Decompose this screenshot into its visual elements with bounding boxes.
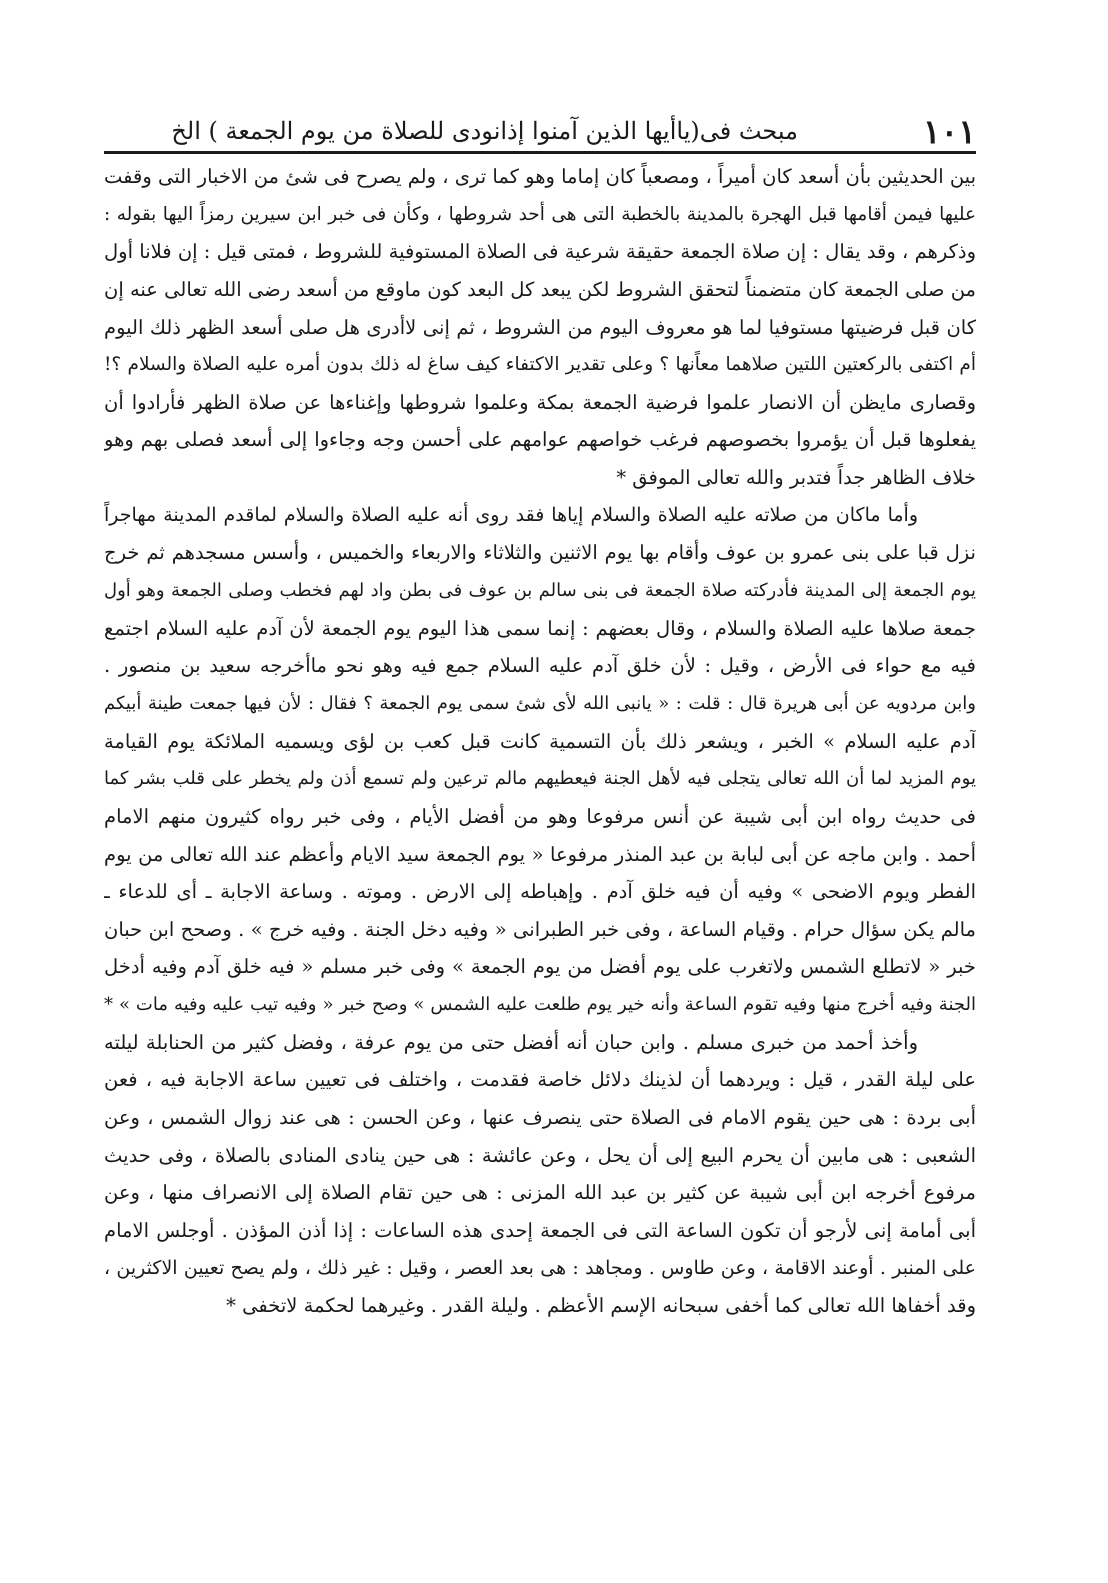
text-line: آدم عليه السلام » الخبر ، ويشعر ذلك بأن التسمية كانت قبل كعب بن لؤى ويسميه الملائكة يوم القيامة [104,729,976,753]
text-line: يوم المزيد لما أن الله تعالى يتجلى فيه لأهل الجنة فيعطيهم مالم ترعين ولم تسمع أذن ولم يخطر على قلب بشر كما [104,768,976,790]
text-line: أم اكتفى بالركعتين اللتين صلاهما معاًنها ؟ وعلى تقدير الاكتفاء كيف ساغ له ذلك بدون أمره عليه الصلاة والسلام ؟! [104,354,976,376]
text-line: جمعة صلاها عليه الصلاة والسلام ، وقال بعضهم : إنما سمى هذا اليوم يوم الجمعة لأن آدم عليه السلام اجتمع [104,616,976,640]
text-line: كان قبل فرضيتها مستوفيا لما هو معروف اليوم من الشروط ، ثم إنى لاأدرى هل صلى أسعد الظهر ذلك اليوم [104,315,976,339]
header-rule [104,151,976,154]
text-line: وذكرهم ، وقد يقال : إن صلاة الجمعة حقيقة شرعية فى الصلاة المستوفية للشروط ، فمتى قيل : إن فلانا أول [104,240,976,264]
text-line: وابن مردويه عن أبى هريرة قال : قلت : « يانبى الله لأى شئ سمى يوم الجمعة ؟ فقال : لأن فيها جمعت طينة أبيكم [104,692,976,714]
text-line: وأما ماكان من صلاته عليه الصلاة والسلام إياها فقد روى أنه عليه الصلاة والسلام لماقدم المدينة مهاجراً [104,503,918,526]
running-title: مبحث فى(ياأيها الذين آمنوا إذانودى للصلاة من يوم الجمعة ) الخ [171,117,798,145]
text-line: يوم الجمعة إلى المدينة فأدركته صلاة الجمعة فى بنى سالم بن عوف فى بطن واد لهم فخطب وصلى الجمعة وهو أول [104,580,976,602]
text-line: وقد أخفاها الله تعالى كما أخفى سبحانه الإسم الأعظم . وليلة القدر . وغيرهما لحكمة لاتخفى * [226,1294,976,1318]
text-line: عليها فيمن أقامها قبل الهجرة بالمدينة بالخطبة التى هى أحد شروطها ، وكأن فى خبر ابن سيرين رمزاً اليها بقوله : [104,203,976,225]
text-line: فيه مع حواء فى الأرض ، وقيل : لأن خلق آدم عليه السلام جمع فيه وهو نحو ماأخرجه سعيد بن منصور . [104,654,976,678]
text-line: الفطر ويوم الاضحى » وفيه أن فيه خلق آدم . وإهباطه إلى الارض . وموته . وساعة الاجابة ـ أى للدعاء ـ [104,880,976,904]
page-number: ١٠١ [922,112,976,151]
text-line: مالم يكن سؤال حرام . وقيام الساعة ، وفى خبر الطبرانى « وفيه دخل الجنة . وفيه خرج » . وصحح ابن حبان [104,917,976,941]
text-line: نزل قبا على بنى عمرو بن عوف وأقام بها يوم الاثنين والثلاثاء والاربعاء والخميس ، وأسس مسجدهم ثم خرج [104,541,976,565]
text-line: أحمد . وابن ماجه عن أبى لبابة بن عبد المنذر مرفوعا « يوم الجمعة سيد الايام وأعظم عند الله تعالى من يوم [104,842,976,866]
text-line: الجنة وفيه أخرج منها وفيه تقوم الساعة وأنه خير يوم طلعت عليه الشمس » وصح خبر « وفيه تيب عليه وفيه مات » * [104,994,976,1016]
text-line: وقصارى مايظن أن الانصار علموا فرضية الجمعة بمكة وعلموا شروطها وإغناءها عن صلاة الظهر فأرادوا أن [104,390,976,414]
text-line: خلاف الظاهر جداً فتدبر والله تعالى الموفق * [616,466,976,490]
text-line: على المنبر . أوعند الاقامة ، وعن طاوس . ومجاهد : هى بعد العصر ، وقيل : غير ذلك ، ولم يصح تعيين الاكثرين ، [104,1256,976,1279]
text-line: مرفوع أخرجه ابن أبى شيبة عن كثير بن عبد الله المزنى : هى حين تقام الصلاة إلى الانصراف منها ، وعن [104,1181,976,1205]
text-line: أبى بردة : هى حين يقوم الامام فى الصلاة حتى ينصرف عنها ، وعن الحسن : هى عند زوال الشمس ، وعن [104,1106,976,1130]
body-text [104,158,976,1325]
text-line: فى حديث رواه ابن أبى شيبة عن أنس مرفوعا وهو من أفضل الأيام ، وفى خبر رواه كثيرون منهم الامام [104,804,976,828]
text-line: على ليلة القدر ، قيل : ويردهما أن لذينك دلائل خاصة فقدمت ، واختلف فى تعيين ساعة الاجابة فيه ، فعن [104,1068,976,1092]
text-line: خبر « لاتطلع الشمس ولاتغرب على يوم أفضل من يوم الجمعة » وفى خبر مسلم « فيه خلق آدم وفيه أدخل [104,955,976,979]
text-line: من صلى الجمعة كان متضمناً لتحقق الشروط لكن يبعد كل البعد كون ماوقع من أسعد رضى الله تعالى عنه إن [104,277,976,301]
text-line: أبى أمامة إنى لأرجو أن تكون الساعة التى فى الجمعة إحدى هذه الساعات : إذا أذن المؤذن . أوجلس الامام [104,1218,976,1242]
text-line: بين الحديثين بأن أسعد كان أميراً ، ومصعباً كان إماما وهو كما ترى ، ولم يصرح فى شئ من الاخبار التى وقفت [104,165,976,188]
text-line: يفعلوها قبل أن يؤمروا بخصوصهم فرغب خواصهم عوامهم على أحسن وجه وجاءوا إلى أسعد فصلى بهم وهو [104,428,976,452]
text-line: وأخذ أحمد من خبرى مسلم . وابن حبان أنه أفضل حتى من يوم عرفة ، وفضل كثير من الحنابلة ليلته [104,1030,918,1054]
page-header [104,112,976,152]
text-line: الشعبى : هى مابين أن يحرم البيع إلى أن يحل ، وعن عائشة : هى حين ينادى المنادى بالصلاة ، وفى حديث [104,1143,976,1167]
